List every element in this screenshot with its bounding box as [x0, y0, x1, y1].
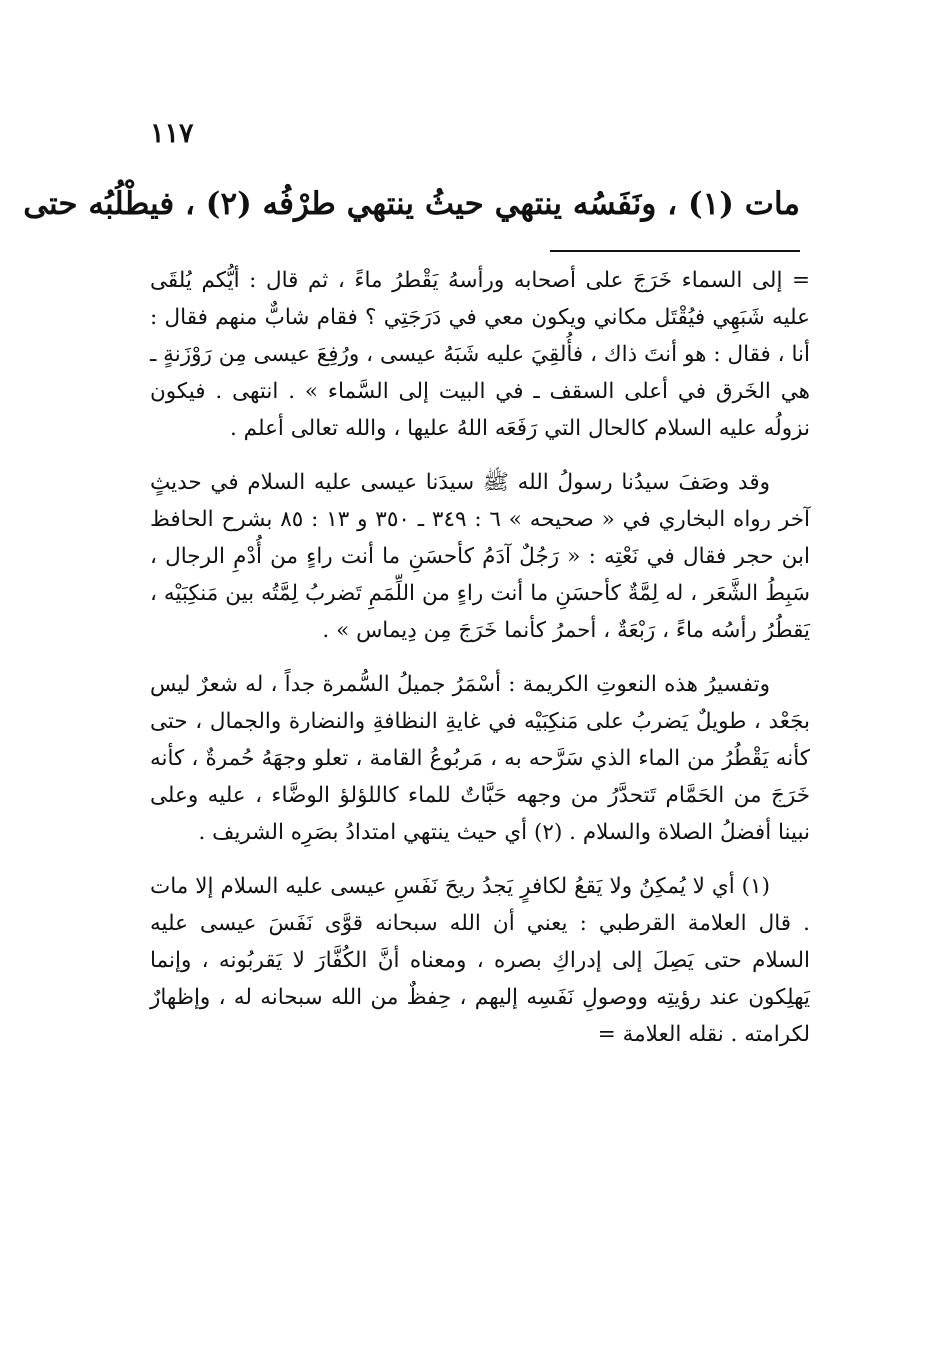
footnote-continuation: = إلى السماء خَرَجَ على أصحابه ورأسهُ يَقْطرُ ماءً ، ثم قال : أيُّكم يُلقَى عليه شَبَهِي فيُقْتَل مكاني ويكون معي في دَرَجَتِي ؟ فقام شابٌّ منهم فقال : أنا ، فقال : هو أنتَ ذاك ، فأُلقِيَ عليه شَبَهُ عيسى ، ورُفِعَ عيسى مِن رَوْزَنةٍ ـ هي الخَرق في أعلى السقف ـ في البيت إلى السَّماء » . انتهى . فيكون نزولُه عليه السلام كالحال التي رَفَعَه اللهُ عليها ، والله تعالى أعلم .: [150, 268, 810, 441]
footnotes-block: [150, 262, 810, 1053]
main-text-line: مات (١) ، ونَفَسُه ينتهي حيثُ ينتهي طرْفُه (٢) ، فيطْلُبُه حتى: [23, 186, 800, 222]
footnote-paragraph: وقد وصَفَ سيدُنا رسولُ الله ﷺ سيدَنا عيسى عليه السلام في حديثٍ آخر رواه البخاري في « صحيحه » ٦ : ٣٤٩ ـ ٣٥٠ و ١٣ : ٨٥ بشرح الحافظ ابن حجر فقال في نَعْتِه : « رَجُلٌ آدَمُ كأحسَنِ ما أنت راءٍ من أُدْمِ الرجال ، سَبِطُ الشَّعَر ، له لِمَّةٌ كأحسَنِ ما أنت راءٍ من اللِّمَمِ تَضربُ لِمَّتُه بين مَنكِبَيْه ، يَقطُرُ رأسُه ماءً ، رَبْعَةٌ ، أحمرُ كأنما خَرَجَ مِن دِيماس » .: [150, 470, 810, 643]
footnote-divider: [550, 250, 800, 252]
footnote-1: (١) أي لا يُمكِنُ ولا يَقعُ لكافرٍ يَجدُ ريحَ نَفَسِ عيسى عليه السلام إلا مات . قال العلامة القرطبي : يعني أن الله سبحانه قوَّى نَفَسَ عيسى عليه السلام حتى يَصِلَ إلى إدراكِ بصره ، ومعناه أنَّ الكُفَّارَ لا يَقربُونه ، وإنما يَهلِكون عند رؤيتِه ووصولِ نَفَسِه إليهم ، حِفظٌ من الله سبحانه له ، وإظهارٌ لكرامته . نقله العلامة =: [150, 874, 810, 1047]
page-number: ١١٧: [150, 118, 194, 149]
footnote-paragraph: وتفسيرُ هذه النعوتِ الكريمة : أسْمَرُ جميلُ السُّمرة جداً ، له شعرٌ ليس بجَعْد ، طويلٌ يَضربُ على مَنكِبَيْه في غايةِ النظافةِ والنضارة والجمال ، حتى كأنه يَقْطُرُ من الماء الذي سَرَّحه به ، مَربُوعُ القامة ، تعلو وجهَهُ حُمرةٌ ، كأنه خَرَجَ من الحَمَّام تَتحدَّرُ من وجهه حَبَّاتٌ للماء كاللؤلؤ الوضَّاء ، عليه وعلى نبينا أفضلُ الصلاة والسلام . (٢) أي حيث ينتهي امتدادُ بصَرِه الشريف .: [150, 672, 810, 845]
